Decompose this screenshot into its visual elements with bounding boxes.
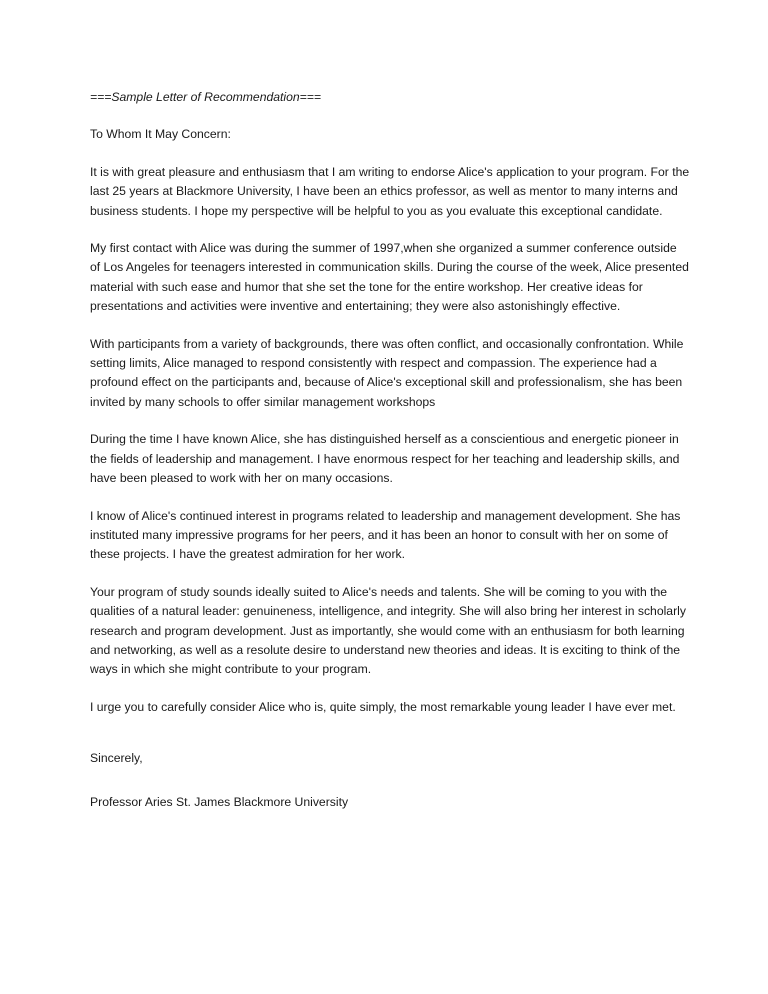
paragraph-distinguished: During the time I have known Alice, she has distinguished herself as a conscientious and energetic pioneer in the fields of leadership and management. I have enormous respect for her teaching and leadership skills, and have been pleased to work with her on many occasions. (90, 432, 680, 486)
letter-heading: ===Sample Letter of Recommendation=== (90, 90, 322, 104)
paragraph-urge: I urge you to carefully consider Alice who is, quite simply, the most remarkable young leader I have ever met. (90, 699, 676, 714)
salutation: To Whom It May Concern: (90, 127, 231, 142)
letter-document (90, 88, 690, 812)
paragraph-participants: With participants from a variety of backgrounds, there was often conflict, and occasionally confrontation. While setting limits, Alice managed to respond consistently with respect and compassion. The experience had a profound effect on the participants and, because of Alice's exceptional skill and professionalism, she has been invited by many schools to offer similar management workshops (90, 336, 684, 409)
signature: Professor Aries St. James Blackmore University (90, 794, 349, 809)
paragraph-endorsement: It is with great pleasure and enthusiasm that I am writing to endorse Alice's application to your program. For the last 25 years at Blackmore University, I have been an ethics professor, as well as mentor to many interns and business students. I hope my perspective will be helpful to you as you evaluate this exceptional candidate. (90, 164, 690, 218)
closing: Sincerely, (90, 751, 143, 766)
paragraph-program-fit: Your program of study sounds ideally suited to Alice's needs and talents. She will be coming to you with the qualities of a natural leader: genuineness, intelligence, and integrity. She will also bring her interest in scholarly research and program development. Just as importantly, she would come with an enthusiasm for both learning and networking, as well as a resolute desire to understand new theories and ideas. It is exciting to think of the ways in which she might contribute to your program. (90, 584, 686, 677)
paragraph-first-contact: My first contact with Alice was during the summer of 1997,when she organized a summer conference outside of Los Angeles for teenagers interested in communication skills. During the course of the week, Alice presented material with such ease and humor that she set the tone for the entire workshop. Her creative ideas for presentations and activities were inventive and entertaining; they were also astonishingly effective. (90, 241, 689, 314)
paragraph-interest: I know of Alice's continued interest in programs related to leadership and management development. She has instituted many impressive programs for her peers, and it has been an honor to consult with her on some of these projects. I have the greatest admiration for her work. (90, 508, 681, 562)
